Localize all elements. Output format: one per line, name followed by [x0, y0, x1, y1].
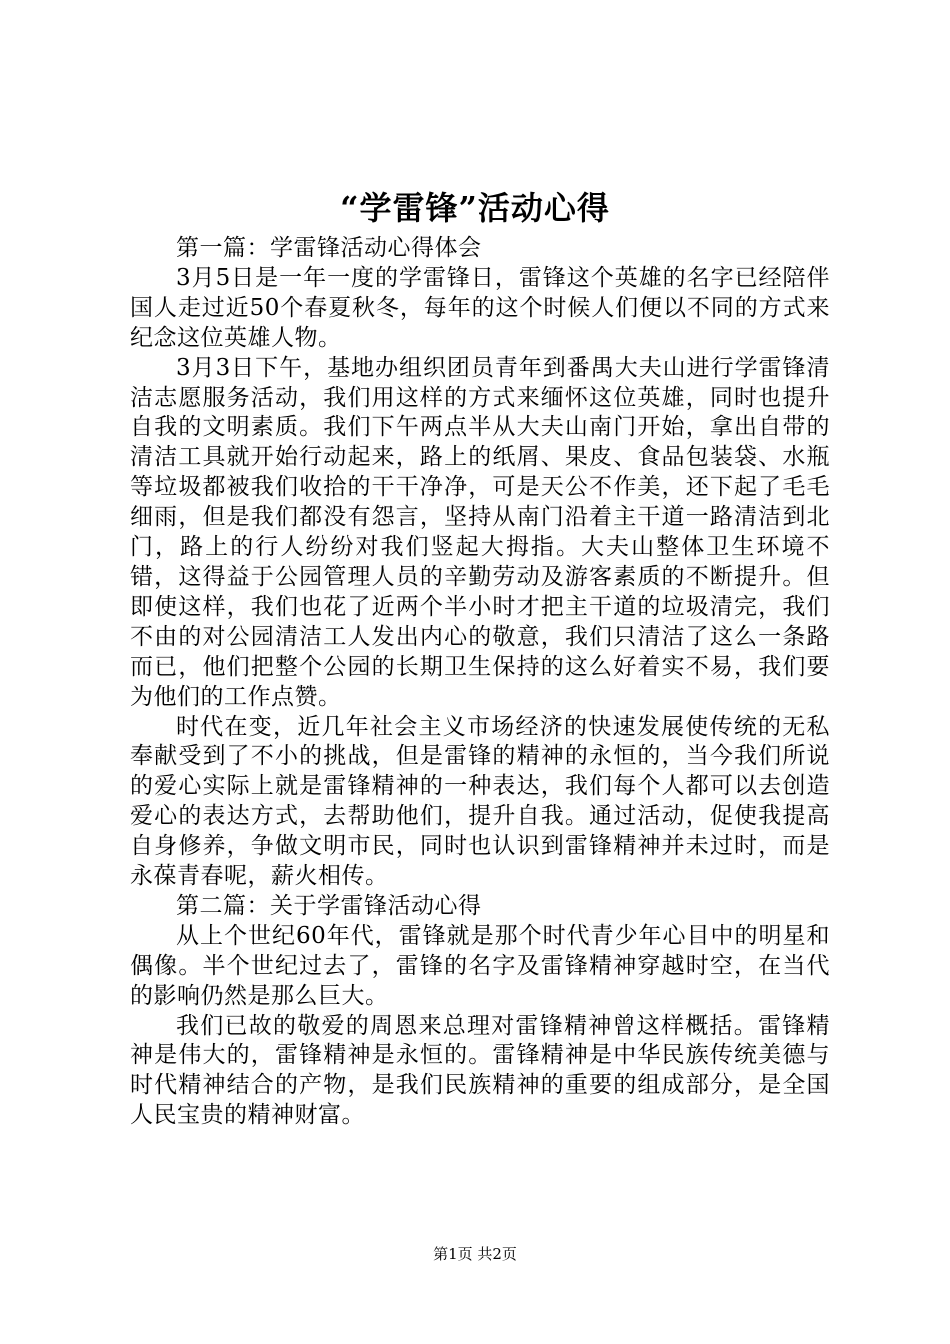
- document-title: “学雷锋”活动心得: [340, 189, 610, 227]
- section-heading-1: 第一篇：学雷锋活动心得体会: [176, 235, 482, 261]
- section-heading-2: 第二篇：关于学雷锋活动心得: [176, 892, 482, 919]
- paragraph: 3月5日是一年一度的学雷锋日，雷锋这个英雄的名字已经陪伴国人走过近50个春夏秋冬，每年的这个时候人们便以不同的方式来纪念这位英雄人物。: [130, 264, 830, 351]
- document-body: [130, 234, 830, 1131]
- page-number-footer: 第1页 共2页: [433, 1245, 517, 1263]
- paragraph: 时代在变，近几年社会主义市场经济的快速发展使传统的无私奉献受到了不小的挑战，但是雷锋的精神的永恒的，当今我们所说的爱心实际上就是雷锋精神的一种表达，我们每个人都可以去创造爱心的表达方式，去帮助他们，提升自我。通过活动，促使我提高自身修养，争做文明市民，同时也认识到雷锋精神并未过时，而是永葆青春呢，薪火相传。: [130, 713, 830, 890]
- paragraph: 从上个世纪60年代，雷锋就是那个时代青少年心目中的明星和偶像。半个世纪过去了，雷锋的名字及雷锋精神穿越时空，在当代的影响仍然是那么巨大。: [130, 922, 830, 1009]
- paragraph: 3月3日下午，基地办组织团员青年到番禺大夫山进行学雷锋清洁志愿服务活动，我们用这样的方式来缅怀这位英雄，同时也提升自我的文明素质。我们下午两点半从大夫山南门开始，拿出自带的清洁工具就开始行动起来，路上的纸屑、果皮、食品包装袋、水瓶等垃圾都被我们收拾的干干净净，可是天公不作美，还下起了毛毛细雨，但是我们都没有怨言，坚持从南门沿着主干道一路清洁到北门，路上的行人纷纷对我们竖起大拇指。大夫山整体卫生环境不错，这得益于公园管理人员的辛勤劳动及游客素质的不断提升。但即使这样，我们也花了近两个半小时才把主干道的垃圾清完，我们不由的对公园清洁工人发出内心的敬意，我们只清洁了这么一条路而已，他们把整个公园的长期卫生保持的这么好着实不易，我们要为他们的工作点赞。: [130, 354, 830, 710]
- paragraph: 我们已故的敬爱的周恩来总理对雷锋精神曾这样概括。雷锋精神是伟大的，雷锋精神是永恒的。雷锋精神是中华民族传统美德与时代精神结合的产物，是我们民族精神的重要的组成部分，是全国人民宝贵的精神财富。: [130, 1012, 830, 1129]
